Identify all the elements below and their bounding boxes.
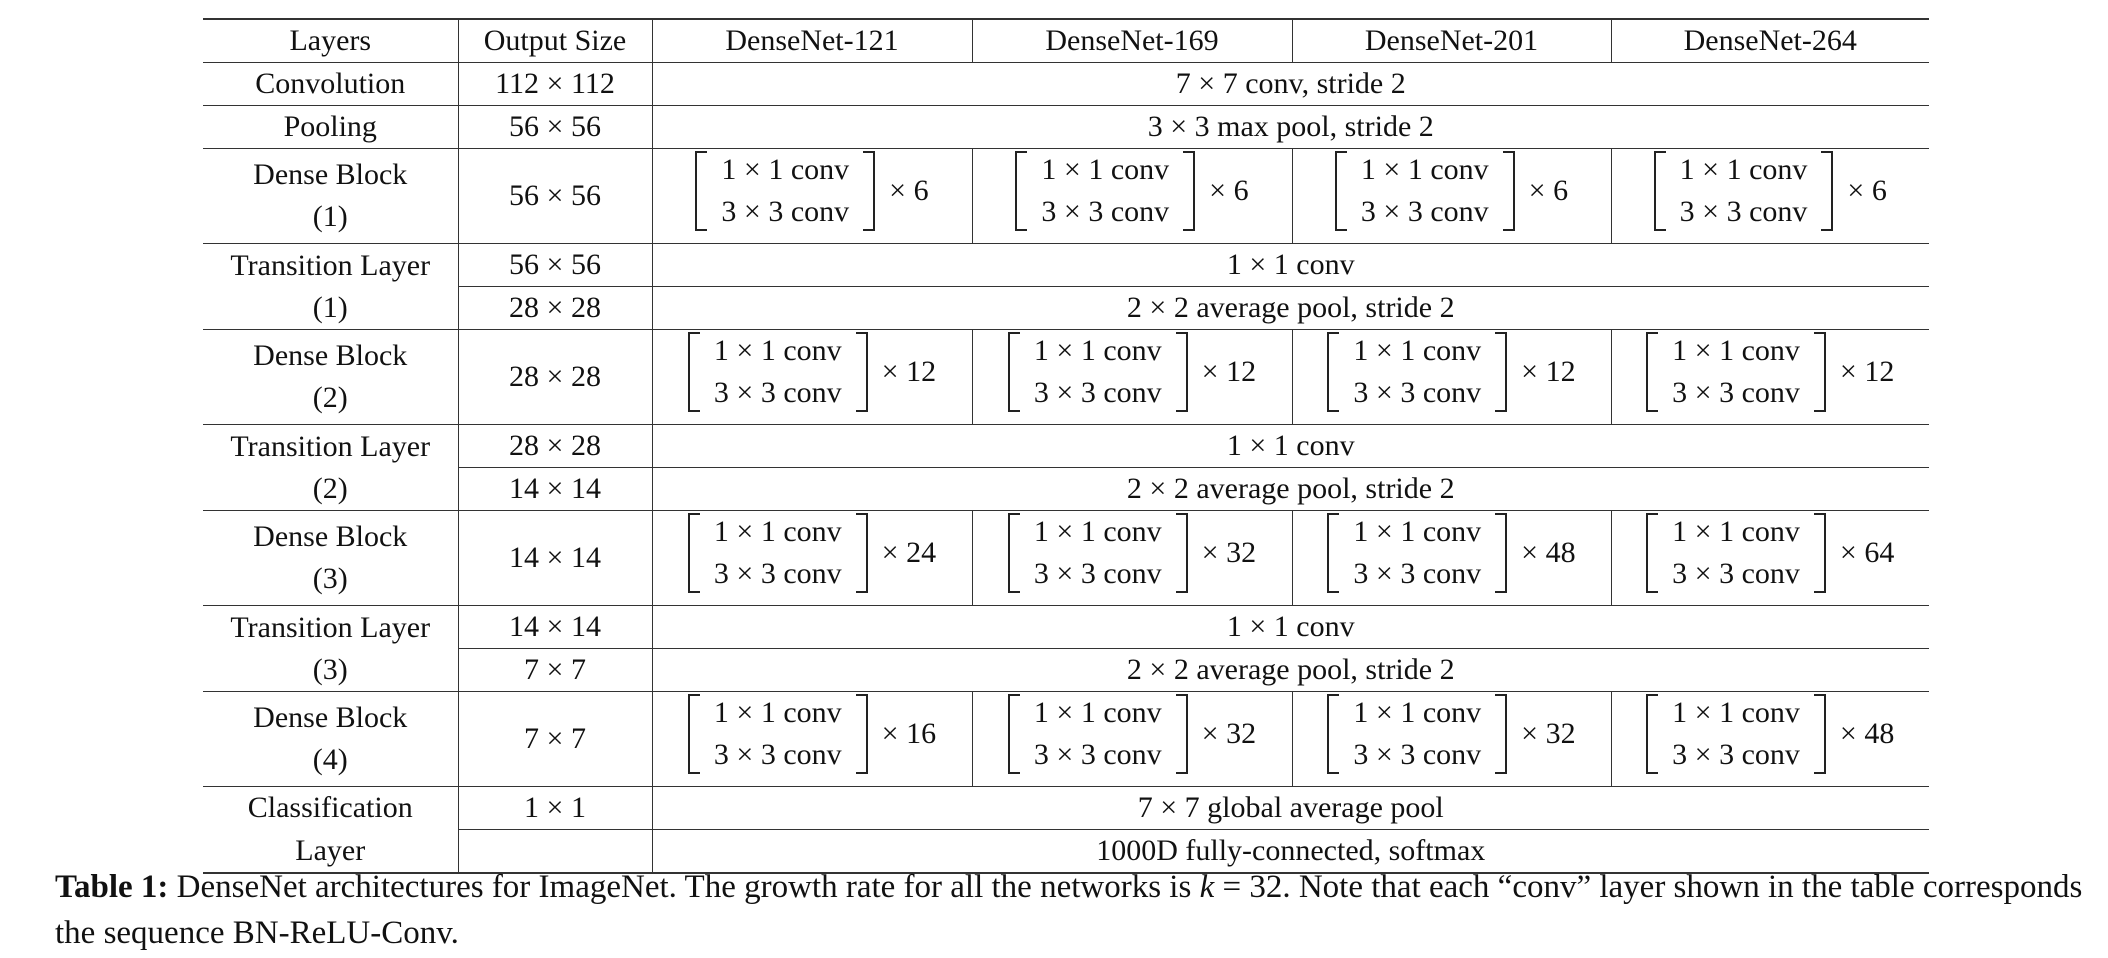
layer-config: 1 × 1 conv [652,244,1929,287]
layer-index: (3) [312,562,348,595]
output-size: 7 × 7 [458,649,652,692]
conv-stack [1347,149,1503,233]
conv-line-1x1: 1 × 1 conv [713,334,842,367]
conv-line-1x1: 1 × 1 conv [1033,696,1162,729]
output-size: 14 × 14 [458,468,652,511]
bracket-group [1335,149,1568,233]
repeat-multiplier: × 6 [1209,174,1249,207]
table-row-pooling [203,106,1929,149]
right-bracket [1814,513,1826,593]
left-bracket [1008,332,1020,412]
output-size: 112 × 112 [458,63,652,106]
conv-line-3x3: 3 × 3 conv [713,557,842,590]
layer-name-line: Transition Layer [230,248,431,282]
layer-index: (4) [312,743,348,776]
header-output-size: Output Size [458,19,652,63]
densenet-architecture-table [203,18,1929,874]
dense-block-config [1292,149,1611,244]
left-bracket [1646,513,1658,593]
repeat-multiplier: × 32 [1201,536,1257,569]
right-bracket [1503,151,1515,231]
conv-stack [700,692,856,776]
conv-line-3x3: 3 × 3 conv [1033,738,1162,771]
repeat-multiplier: × 64 [1839,536,1895,569]
conv-line-3x3: 3 × 3 conv [1353,557,1482,590]
output-size: 1 × 1 [458,787,652,830]
dense-block-config [652,692,972,787]
table-caption [55,864,2095,956]
conv-line-3x3: 3 × 3 conv [1672,376,1800,409]
conv-line-1x1: 1 × 1 conv [1672,696,1800,729]
output-size: 28 × 28 [458,425,652,468]
caption-text-end: . Note that each “conv” layer shown in the table corresponds the sequence BN-ReLU-Conv. [55,869,2083,951]
repeat-multiplier: × 24 [881,536,937,569]
table-row-transition-layer-3 [203,606,1929,649]
conv-stack [1020,330,1176,414]
repeat-multiplier: × 6 [889,174,929,207]
conv-stack [707,149,863,233]
left-bracket [1646,694,1658,774]
bracket-group [1008,511,1256,595]
conv-line-3x3: 3 × 3 conv [1041,195,1170,228]
right-bracket [1821,151,1833,231]
conv-line-3x3: 3 × 3 conv [1672,738,1800,771]
layer-name [203,330,458,425]
layer-name-line: Dense Block [253,701,408,734]
bracket-group [1327,511,1575,595]
layer-index: (3) [312,652,348,686]
table-row-transition-layer-3-pool [203,649,1929,692]
layer-name-line: Dense Block [253,520,408,553]
repeat-multiplier: × 6 [1528,174,1569,207]
left-bracket [1327,694,1339,774]
layer-name: Layer [203,830,458,874]
repeat-multiplier: × 16 [881,717,937,750]
layer-config: 3 × 3 max pool, stride 2 [652,106,1929,149]
layer-index: (1) [312,200,348,233]
conv-stack [1027,149,1183,233]
conv-stack [700,330,856,414]
right-bracket [1814,332,1826,412]
dense-block-config [1292,330,1611,425]
left-bracket [1008,694,1020,774]
conv-stack [1020,692,1176,776]
table-row-classification-layer [203,787,1929,830]
layer-name [203,244,458,330]
right-bracket [1176,513,1188,593]
output-size: 14 × 14 [458,511,652,606]
layer-name [203,425,458,511]
right-bracket [856,694,868,774]
bracket-group [695,149,928,233]
bracket-group [688,330,936,414]
layer-name: Convolution [203,63,458,106]
conv-line-1x1: 1 × 1 conv [1041,153,1170,186]
repeat-multiplier: × 48 [1521,536,1576,569]
conv-stack [1339,511,1495,595]
layer-name-line: Transition Layer [230,610,431,644]
layer-name-line: Transition Layer [230,429,431,463]
dense-block-config [1292,511,1611,606]
conv-line-1x1: 1 × 1 conv [713,515,842,548]
right-bracket [863,151,875,231]
header-densenet-201: DenseNet-201 [1292,19,1611,63]
right-bracket [1183,151,1195,231]
conv-line-1x1: 1 × 1 conv [1679,153,1808,186]
table-row-transition-layer-2 [203,425,1929,468]
conv-line-3x3: 3 × 3 conv [713,376,842,409]
conv-line-1x1: 1 × 1 conv [721,153,850,186]
table-row-dense-block-4 [203,692,1929,787]
conv-line-3x3: 3 × 3 conv [1033,557,1162,590]
caption-text: DenseNet architectures for ImageNet. The growth rate for all the networks is [168,869,1200,905]
layer-config: 1000D fully-connected, softmax [652,830,1929,874]
repeat-multiplier: × 12 [1201,355,1257,388]
bracket-group [1327,330,1575,414]
dense-block-config [972,511,1292,606]
layer-index: (2) [312,381,348,414]
conv-stack [1339,692,1495,776]
table-header-row [203,19,1929,63]
conv-line-3x3: 3 × 3 conv [1353,738,1482,771]
header-densenet-264: DenseNet-264 [1611,19,1929,63]
conv-stack [700,511,856,595]
layer-config: 2 × 2 average pool, stride 2 [652,649,1929,692]
output-size: 7 × 7 [458,692,652,787]
left-bracket [688,694,700,774]
table-row-dense-block-3 [203,511,1929,606]
bracket-group [1008,692,1256,776]
repeat-multiplier: × 12 [1839,355,1895,388]
repeat-multiplier: × 12 [881,355,937,388]
conv-line-3x3: 3 × 3 conv [1672,557,1800,590]
layer-index: (2) [312,471,348,505]
table-row-transition-layer-1 [203,244,1929,287]
left-bracket [1015,151,1027,231]
dense-block-config [652,330,972,425]
left-bracket [1654,151,1666,231]
dense-block-config [1292,692,1611,787]
right-bracket [1176,694,1188,774]
repeat-multiplier: × 48 [1839,717,1895,750]
right-bracket [856,332,868,412]
output-size: 28 × 28 [458,287,652,330]
caption-k-symbol: k [1199,869,1215,905]
dense-block-config [1611,692,1929,787]
layer-name: Classification [203,787,458,830]
header-densenet-169: DenseNet-169 [972,19,1292,63]
conv-line-1x1: 1 × 1 conv [1353,334,1482,367]
bracket-group [1646,511,1894,595]
layer-name: Pooling [203,106,458,149]
caption-k-value: = 32 [1214,869,1283,905]
output-size: 56 × 56 [458,244,652,287]
right-bracket [1495,332,1507,412]
bracket-group [1646,330,1894,414]
dense-block-config [972,330,1292,425]
layer-config: 7 × 7 global average pool [652,787,1929,830]
left-bracket [688,332,700,412]
output-size: 56 × 56 [458,106,652,149]
conv-line-1x1: 1 × 1 conv [713,696,842,729]
bracket-group [688,692,936,776]
bracket-group [1327,692,1575,776]
layer-name [203,606,458,692]
conv-line-1x1: 1 × 1 conv [1672,334,1800,367]
caption-label: Table 1: [55,869,169,905]
layer-name [203,149,458,244]
conv-stack [1666,149,1822,233]
right-bracket [856,513,868,593]
layer-config: 7 × 7 conv, stride 2 [652,63,1929,106]
table-row-transition-layer-1-pool [203,287,1929,330]
right-bracket [1814,694,1826,774]
conv-line-1x1: 1 × 1 conv [1672,515,1800,548]
conv-line-3x3: 3 × 3 conv [1679,195,1808,228]
repeat-multiplier: × 32 [1521,717,1576,750]
dense-block-config [972,692,1292,787]
bracket-group [1654,149,1887,233]
layer-name [203,511,458,606]
layer-name-line: Dense Block [253,339,408,372]
conv-stack [1658,692,1814,776]
conv-stack [1339,330,1495,414]
left-bracket [1335,151,1347,231]
layer-config: 2 × 2 average pool, stride 2 [652,468,1929,511]
dense-block-config [1611,149,1929,244]
left-bracket [695,151,707,231]
output-size: 14 × 14 [458,606,652,649]
conv-line-1x1: 1 × 1 conv [1033,515,1162,548]
layer-index: (1) [312,290,348,324]
left-bracket [1646,332,1658,412]
conv-line-3x3: 3 × 3 conv [721,195,850,228]
conv-stack [1020,511,1176,595]
header-densenet-121: DenseNet-121 [652,19,972,63]
layer-config: 1 × 1 conv [652,425,1929,468]
conv-line-3x3: 3 × 3 conv [1353,376,1482,409]
repeat-multiplier: × 32 [1201,717,1257,750]
table-row-dense-block-1 [203,149,1929,244]
output-size: 28 × 28 [458,330,652,425]
dense-block-config [652,149,972,244]
bracket-group [1646,692,1894,776]
conv-stack [1658,330,1814,414]
bracket-group [1015,149,1248,233]
layer-name-line: Dense Block [253,158,408,191]
conv-line-1x1: 1 × 1 conv [1353,696,1482,729]
left-bracket [1008,513,1020,593]
dense-block-config [652,511,972,606]
dense-block-config [972,149,1292,244]
table-row-convolution [203,63,1929,106]
right-bracket [1495,513,1507,593]
conv-line-1x1: 1 × 1 conv [1033,334,1162,367]
left-bracket [1327,332,1339,412]
bracket-group [1008,330,1256,414]
layer-name [203,692,458,787]
left-bracket [1327,513,1339,593]
dense-block-config [1611,511,1929,606]
conv-line-1x1: 1 × 1 conv [1360,153,1489,186]
layer-config: 2 × 2 average pool, stride 2 [652,287,1929,330]
table-row-dense-block-2 [203,330,1929,425]
right-bracket [1176,332,1188,412]
conv-line-3x3: 3 × 3 conv [1033,376,1162,409]
conv-line-1x1: 1 × 1 conv [1353,515,1482,548]
left-bracket [688,513,700,593]
layer-config: 1 × 1 conv [652,606,1929,649]
repeat-multiplier: × 12 [1521,355,1576,388]
dense-block-config [1611,330,1929,425]
bracket-group [688,511,936,595]
table-row-transition-layer-2-pool [203,468,1929,511]
right-bracket [1495,694,1507,774]
conv-line-3x3: 3 × 3 conv [713,738,842,771]
repeat-multiplier: × 6 [1847,174,1887,207]
conv-stack [1658,511,1814,595]
output-size: 56 × 56 [458,149,652,244]
header-layers: Layers [203,19,458,63]
conv-line-3x3: 3 × 3 conv [1360,195,1489,228]
